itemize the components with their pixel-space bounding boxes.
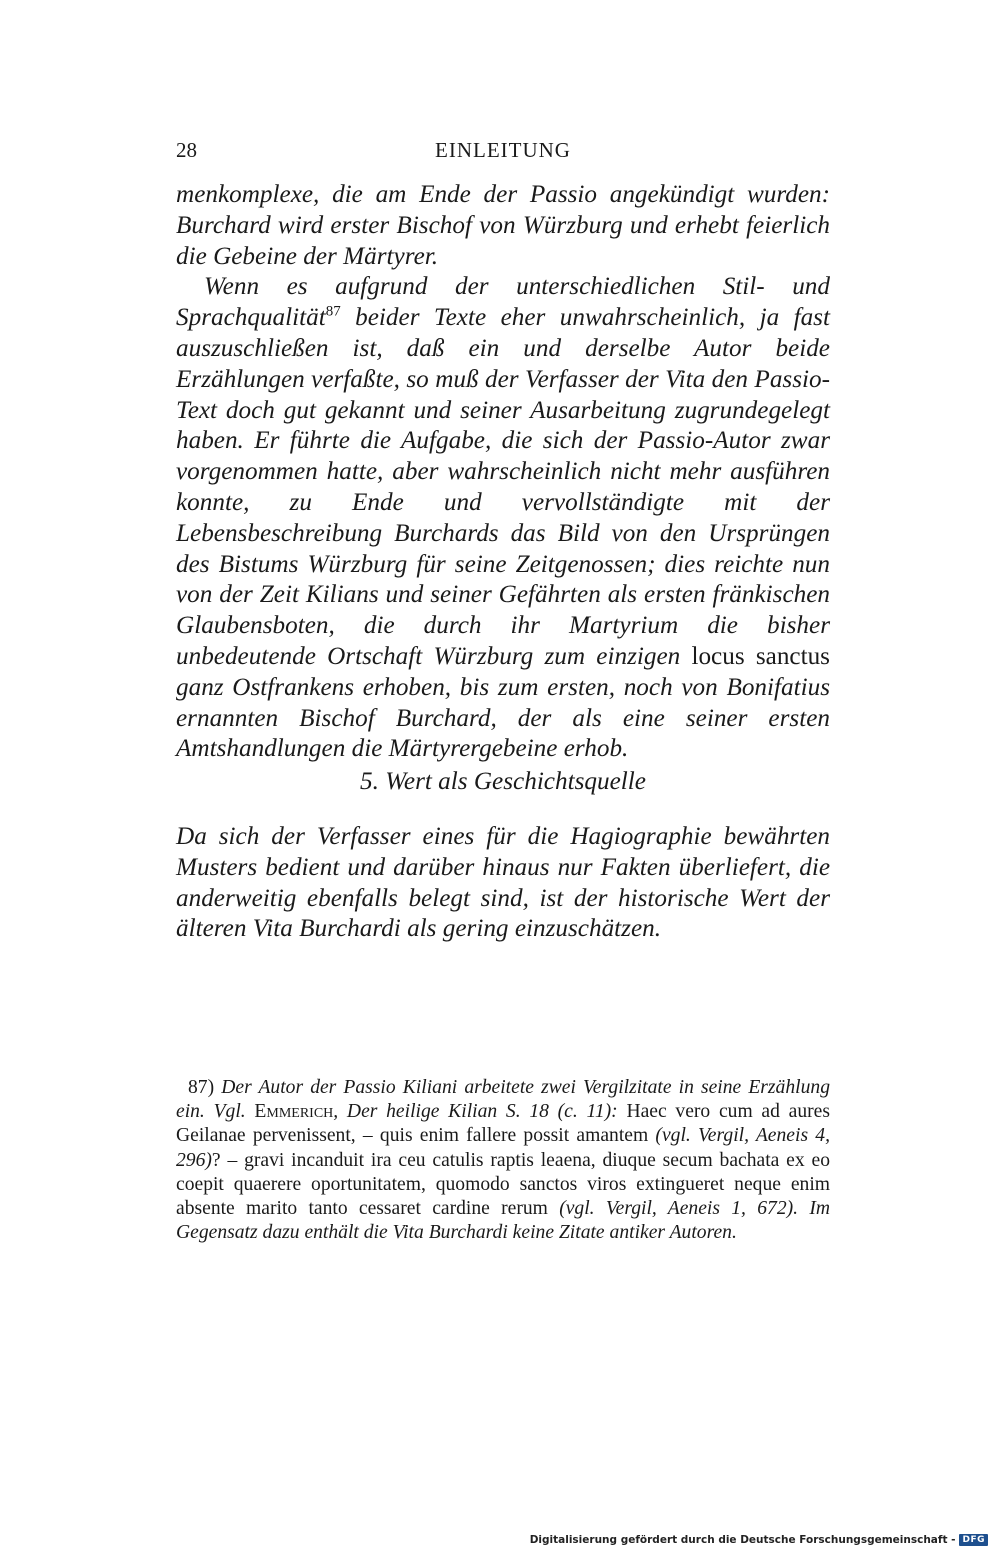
footnote-citation-2: (vgl. Vergil, Aeneis 1, 672). Im Gegensatz dazu enthält die Vita Burchardi keine Zitate antiker Autoren. xyxy=(176,1198,830,1244)
footnote-reference[interactable]: 87 xyxy=(325,303,341,320)
funding-notice: Digitalisierung gefördert durch die Deutsche Forschungsgemeinschaft - xyxy=(529,1534,956,1546)
running-head: EINLEITUNG xyxy=(435,138,571,162)
footnote-citation-1: (vgl. Vergil, Aeneis 4, 296) xyxy=(176,1125,830,1171)
footnote-author: Emmerich xyxy=(254,1101,334,1123)
section-paragraph: Da sich der Verfasser eines für die Hagiographie bewährten Musters bedient und darüber hinaus nur Fakten überliefert, die anderweitig ebenfalls belegt sind, ist der historische Wert der älteren Vita Burchardi als gering einzuschätzen. xyxy=(176,823,830,943)
footnote-87 xyxy=(176,1076,830,1245)
footnote-text-2: , Der heilige Kilian S. 18 (c. 11): xyxy=(333,1101,618,1123)
page-number: 28 xyxy=(176,138,197,162)
footnote-text-1: Der Autor der Passio Kiliani arbeitete zwei Vergilzitate in seine Erzählung ein. Vgl. xyxy=(176,1077,830,1123)
paragraph-text-b: beider Texte eher unwahrscheinlich, ja fast auszuschließen ist, daß ein und derselbe Autor beide Erzählungen verfaßte, so muß der Verfasser der Vita den Passio-Text doch gut gekannt und seiner Ausarbeitung zugrundegelegt haben. Er führte die Aufgabe, die sich der Passio-Autor zwar vorgenommen hatte, aber wahrscheinlich nicht mehr ausführen konnte, zu Ende und vervollständigte mit der Lebensbeschreibung Burchards das Bild von den Ursprüngen des Bistums Würzburg für seine Zeitgenossen; dies reichte nun von der Zeit Kilians und seiner Gefährten als ersten fränkischen Glaubensboten, die durch ihr Martyrium die bisher unbedeutende Ortschaft Würzburg zum einzigen xyxy=(176,304,830,670)
footnote-quote-1: Haec vero cum ad aures Geilanae pervenissent, – quis enim fallere possit amantem xyxy=(176,1101,830,1147)
page-header xyxy=(176,138,830,170)
main-text xyxy=(176,180,830,765)
footnote xyxy=(176,1076,830,1245)
paragraph-continued: menkomplexe, die am Ende der Passio angekündigt wurden: Burchard wird erster Bischof von Würzburg und erhebt feierlich die Gebeine der Märtyrer. xyxy=(176,181,830,270)
dfg-logo: DFG xyxy=(959,1534,988,1546)
paragraph-text-a: Wenn es aufgrund der unterschiedlichen Stil- und Sprachqualität xyxy=(176,273,830,332)
section-text xyxy=(176,822,830,945)
paragraph-authorship xyxy=(176,272,830,765)
paragraph-text-c: ganz Ostfrankens erhoben, bis zum ersten, noch von Bonifatius ernannten Bischof Burchard, der als eine seiner ersten Amtshandlungen die Märtyrergebeine erhob. xyxy=(176,673,830,763)
latin-term: locus sanctus xyxy=(691,642,830,670)
digitization-footer xyxy=(530,1530,988,1550)
footnote-quote-2: ? – gravi incanduit ira ceu catulis raptis leaena, diuque secum bachata ex eo coepit quaerere oportunitatem, quomodo sanctos viros extingueret neque enim absente marito tanto cessaret cardine rerum xyxy=(176,1149,830,1220)
footnote-number: 87) xyxy=(188,1077,215,1098)
section-heading: 5. Wert als Geschichtsquelle xyxy=(360,768,646,795)
